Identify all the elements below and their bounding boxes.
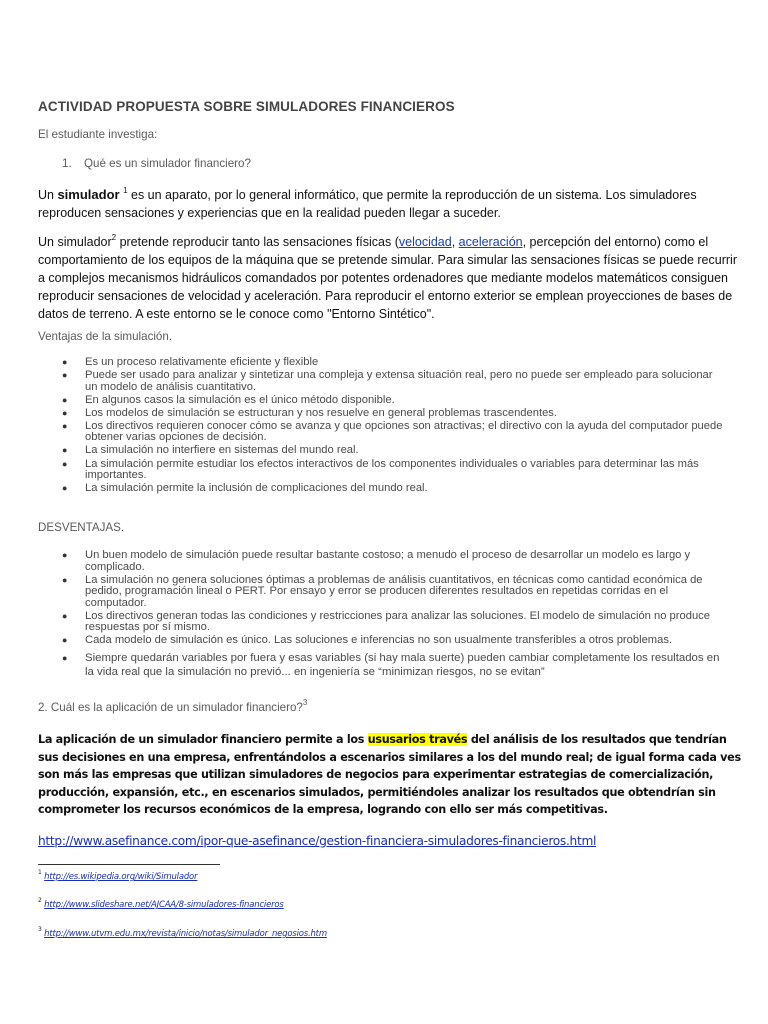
- question-1-text: Qué es un simulador financiero?: [84, 157, 251, 170]
- bullet-icon: ●: [62, 550, 68, 560]
- question-2-text: 2. Cuál es la aplicación de un simulador financiero?: [38, 701, 303, 714]
- ventaja-text: En algunos casos la simulación es el único método disponible.: [85, 393, 395, 406]
- footnote-link[interactable]: http://www.utvm.edu.mx/revista/inicio/notas/simulador_negosios.htm: [44, 929, 327, 939]
- footnote-3: [38, 926, 327, 939]
- list-item: [62, 651, 727, 679]
- question-2: [38, 698, 308, 714]
- para2-a: Un simulador: [38, 235, 112, 249]
- highlighted-text: ususarios través: [367, 733, 468, 746]
- bullet-icon: ●: [62, 420, 68, 431]
- desventaja-text: Los directivos generan todas las condiciones y restricciones para analizar las soluciones. El modelo de simulación no produce respuestas por sí mismo.: [85, 609, 710, 634]
- intro-text: El estudiante investiga:: [38, 128, 158, 141]
- asefinance-link[interactable]: http://www.asefinance.com/ipor-que-asefinance/gestion-financiera-simuladores-financieros.html: [38, 834, 597, 848]
- desventaja-text: La simulación no genera soluciones óptimas a problemas de análisis cuantitativos, en técnicas como cantidad económica de pedido, programación lineal o PERT. Por ensayo y error se producen diferentes resultados en repetidas corridas en el computador.: [85, 573, 703, 609]
- desventaja-text: Siempre quedarán variables por fuera y esas variables (si hay mala suerte) pueden cambiar completamente los resultados en la vida real que la simulación no previó... en ingeniería se “minimizan riesgos, no se evitan”: [85, 651, 720, 678]
- definition-paragraph-1: [38, 186, 738, 222]
- bullet-icon: ●: [62, 445, 68, 456]
- question-1: [62, 157, 251, 170]
- answer-after: del análisis de los resultados que tendrían sus decisiones en una empresa, enfrentándolos a escenarios similares a los del mundo real; de igual forma cada ves son más las empresas que utilizan simuladores de negocios para experimentar estrategias de comercialización, producción, expansión, etc., en escenarios simulados, permitiéndoles analizar los resultados que obtendrían sin comprometer los recursos económicos de la empresa, logrando con ello ser más competitivas.: [38, 733, 741, 817]
- definition-paragraph-2: [38, 233, 738, 323]
- para2-b: pretende reproducir tanto las sensaciones físicas (: [116, 235, 399, 249]
- list-item: [62, 483, 727, 495]
- answer-before: La aplicación de un simulador financiero permite a los: [38, 733, 368, 746]
- footnote-1: [38, 869, 198, 882]
- desventaja-text: Cada modelo de simulación es único. Las soluciones e inferencias no son usualmente transferibles a otros problemas.: [85, 634, 673, 647]
- bullet-icon: ●: [62, 635, 68, 646]
- velocidad-link[interactable]: velocidad: [398, 235, 452, 249]
- footnote-separator: [38, 864, 220, 865]
- footnote-link[interactable]: http://es.wikipedia.org/wiki/Simulador: [44, 872, 198, 882]
- simulador-term: simulador: [57, 187, 120, 202]
- list-item: [62, 421, 727, 444]
- bullet-icon: ●: [62, 652, 68, 663]
- list-item: [62, 370, 727, 393]
- footnote-ref-3[interactable]: 3: [302, 698, 308, 708]
- footnote-number: 3: [38, 926, 42, 934]
- desventaja-text: Un buen modelo de simulación puede resultar bastante costoso; a menudo el proceso de desarrollar un modelo es largo y complicado.: [85, 549, 691, 573]
- ventaja-text: Los modelos de simulación se estructuran y nos resuelve en general problemas trascendentes.: [85, 406, 557, 419]
- list-item: [62, 395, 727, 407]
- footnote-link[interactable]: http://www.slideshare.net/AJCAA/8-simuladores-financieros: [44, 900, 284, 910]
- footnote-ref-2[interactable]: 2: [111, 232, 117, 242]
- footnote-number: 1: [38, 869, 42, 877]
- para2-d: , percepción del entorno) como el comportamiento de los equipos de la máquina que se pretende simular. Para simular las sensaciones físicas se puede recurrir a complejos mecanismos hidráulicos comandados por potentes ordenadores que mediante modelos matemáticos consiguen reproducir sensaciones de velocidad y aceleración. Para reproducir el entorno exterior se emplean proyecciones de bases de datos de terreno. A este entorno se le conoce como "Entorno Sintético".: [38, 235, 737, 321]
- bullet-icon: ●: [62, 574, 68, 585]
- question-1-number: 1.: [62, 157, 72, 170]
- aceleracion-link[interactable]: aceleración: [458, 235, 523, 249]
- para1-prefix: Un: [38, 188, 58, 202]
- ventaja-text: La simulación permite la inclusión de complicaciones del mundo real.: [85, 482, 428, 495]
- ventaja-text: Los directivos requieren conocer cómo se avanza y que opciones son atractivas; el directivo con la ayuda del computador puede obtener varias opciones de decisión.: [85, 419, 723, 444]
- ventaja-text: La simulación permite estudiar los efectos interactivos de los componentes individuales o variables para determinar las más importantes.: [85, 457, 699, 482]
- footnote-ref-1[interactable]: 1: [123, 185, 128, 195]
- list-item: [62, 459, 727, 482]
- document-title: ACTIVIDAD PROPUESTA SOBRE SIMULADORES FINANCIEROS: [38, 99, 455, 114]
- footnote-number: 2: [38, 897, 42, 905]
- desventajas-list: [62, 550, 727, 680]
- list-item: [62, 635, 727, 647]
- list-item: [62, 357, 727, 369]
- list-item: [62, 408, 727, 420]
- para2-c: ,: [451, 235, 459, 249]
- bullet-icon: ●: [62, 370, 68, 381]
- bullet-icon: ●: [62, 610, 68, 621]
- ventajas-list: [62, 357, 727, 496]
- list-item: [62, 445, 727, 457]
- bullet-icon: ●: [62, 483, 68, 494]
- bullet-icon: ●: [62, 407, 68, 418]
- para1-rest: es un aparato, por lo general informático, que permite la reproducción de un sistema. Los simuladores reproducen sensaciones y experiencias que en la realidad pueden llegar a suceder.: [38, 188, 697, 220]
- ventaja-text: Es un proceso relativamente eficiente y flexible: [85, 356, 319, 368]
- bullet-icon: ●: [62, 357, 68, 367]
- footnote-2: [38, 897, 284, 910]
- bullet-icon: ●: [62, 458, 68, 469]
- list-item: [62, 611, 727, 634]
- ventajas-heading: Ventajas de la simulación.: [38, 330, 173, 343]
- ventaja-text: Puede ser usado para analizar y sintetizar una compleja y extensa situación real, pero no puede ser empleado para solucionar un modelo de análisis cuantitativo.: [85, 369, 713, 393]
- desventajas-heading: DESVENTAJAS.: [38, 521, 125, 534]
- answer-paragraph: [38, 731, 743, 819]
- list-item: [62, 550, 727, 573]
- bullet-icon: ●: [62, 394, 68, 405]
- list-item: [62, 575, 727, 610]
- ventaja-text: La simulación no interfiere en sistemas del mundo real.: [85, 444, 359, 457]
